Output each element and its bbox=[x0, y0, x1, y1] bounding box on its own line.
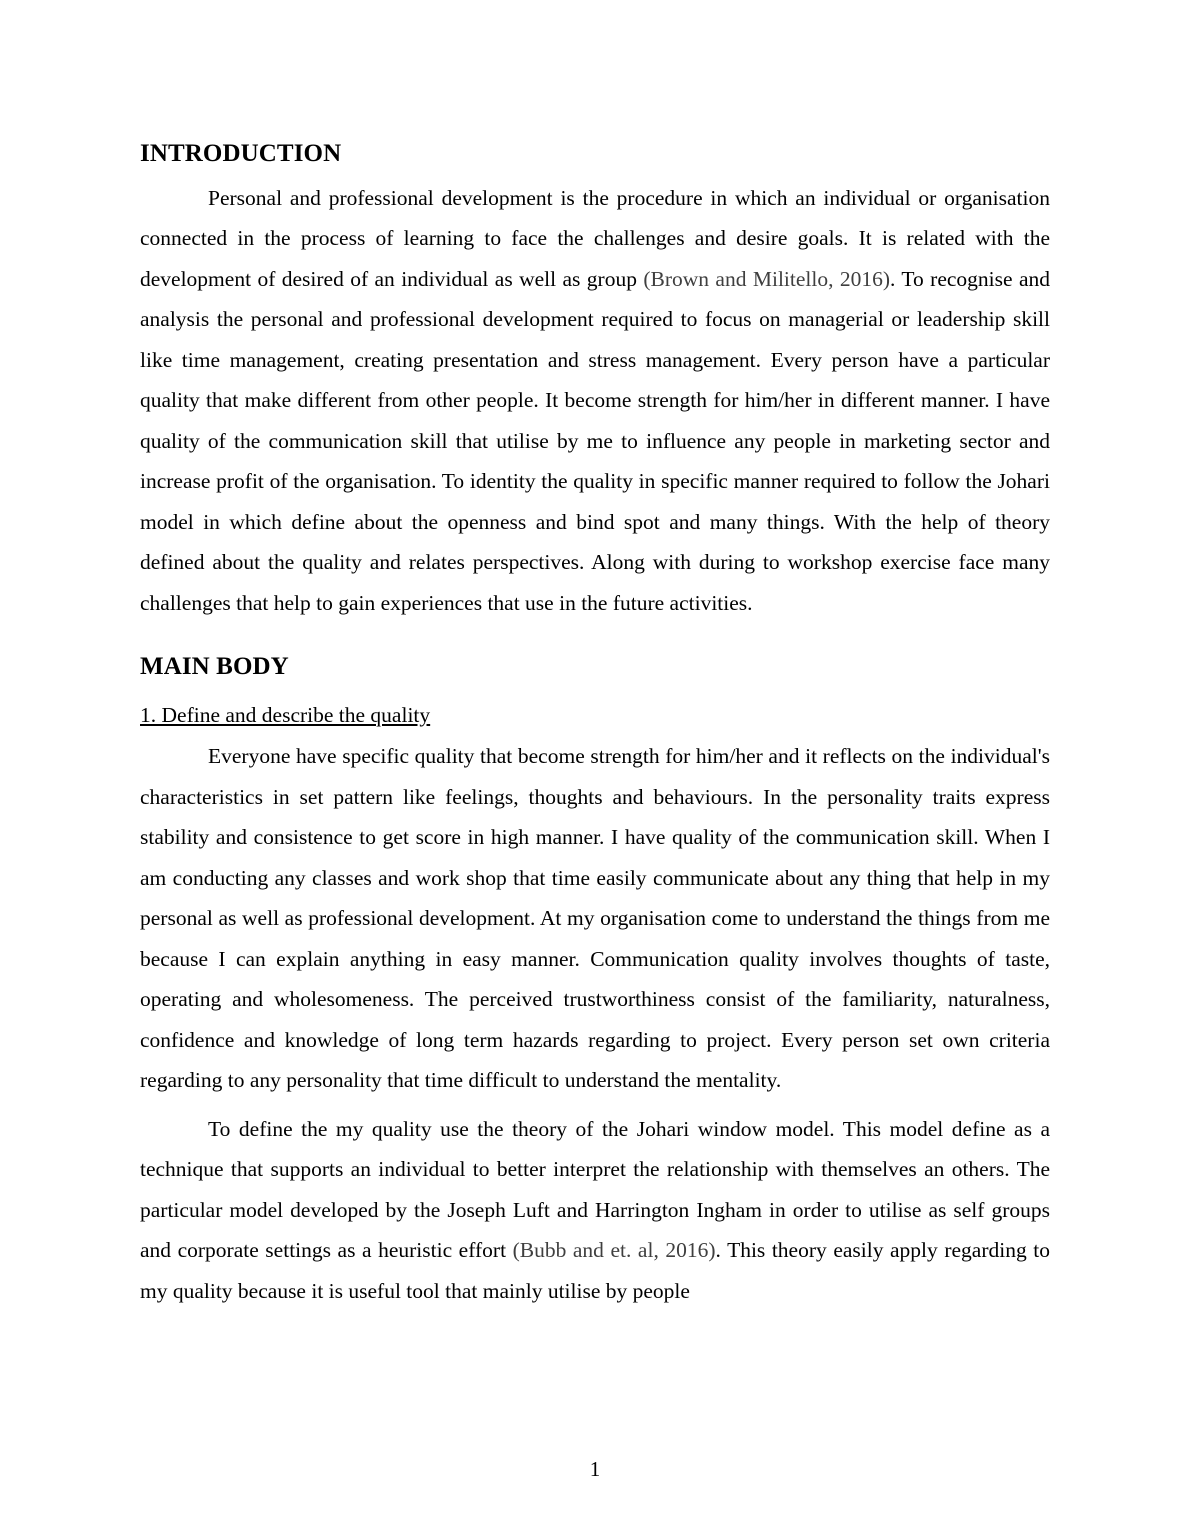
subheading-define-quality: 1. Define and describe the quality bbox=[140, 702, 431, 727]
paragraph-text-after-citation: . This theory easily apply regarding to my quality because it is useful tool that mainly utilise by people bbox=[140, 1238, 1050, 1303]
paragraph-johari-window bbox=[140, 1109, 1050, 1312]
heading-main-body: MAIN BODY bbox=[140, 653, 289, 680]
paragraph-introduction bbox=[140, 178, 1050, 624]
paragraph-text-after-citation: . To recognise and analysis the personal and professional development required to focus on managerial or leadership skill like time management, creating presentation and stress management. Every person have a particular quality that make different from other people. It become strength for him/her in different manner. I have quality of the communication skill that utilise by me to influence any people in marketing sector and increase profit of the organisation. To identity the quality in specific manner required to follow the Johari model in which define about the openness and bind spot and many things. With the help of theory defined about the quality and relates perspectives. Along with during to workshop exercise face many challenges that help to gain experiences that use in the future activities. bbox=[140, 266, 1050, 615]
page-number: 1 bbox=[589, 1457, 601, 1481]
paragraph-text-before-citation: Everyone have specific quality that become strength for him/her and it reflects on the individual's characteristics in set pattern like feelings, thoughts and behaviours. In the personality traits express stability and consistence to get score in high manner. I have quality of the communication skill. When I am conducting any classes and work shop that time easily communicate about any thing that help in my personal as well as professional development. At my organisation come to understand the things from me because I can explain anything in easy manner. Communication quality involves thoughts of taste, operating and wholesomeness. The perceived trustworthiness consist of the familiarity, naturalness, confidence and knowledge of long term hazards regarding to project. Every person set own criteria regarding to any personality that time difficult to understand the mentality. bbox=[140, 744, 1050, 1093]
paragraph-text-before-citation: To define the my quality use the theory of the Johari window model. This model define as a technique that supports an individual to better interpret the relationship with themselves an others. The particular model developed by the Joseph Luft and Harrington Ingham in order to utilise as self groups and corporate settings as a heuristic effort bbox=[140, 1116, 1050, 1263]
citation-reference: (Bubb and et. al, 2016) bbox=[512, 1238, 716, 1263]
document-body bbox=[140, 140, 1050, 1311]
citation-reference: (Brown and Militello, 2016) bbox=[643, 266, 891, 291]
paragraph-text-before-citation: Personal and professional development is the procedure in which an individual or organisation connected in the process of learning to face the challenges and desire goals. It is related with the development of desired of an individual as well as group bbox=[140, 185, 1050, 291]
paragraph-quality-description bbox=[140, 736, 1050, 1101]
heading-introduction: INTRODUCTION bbox=[140, 140, 342, 167]
